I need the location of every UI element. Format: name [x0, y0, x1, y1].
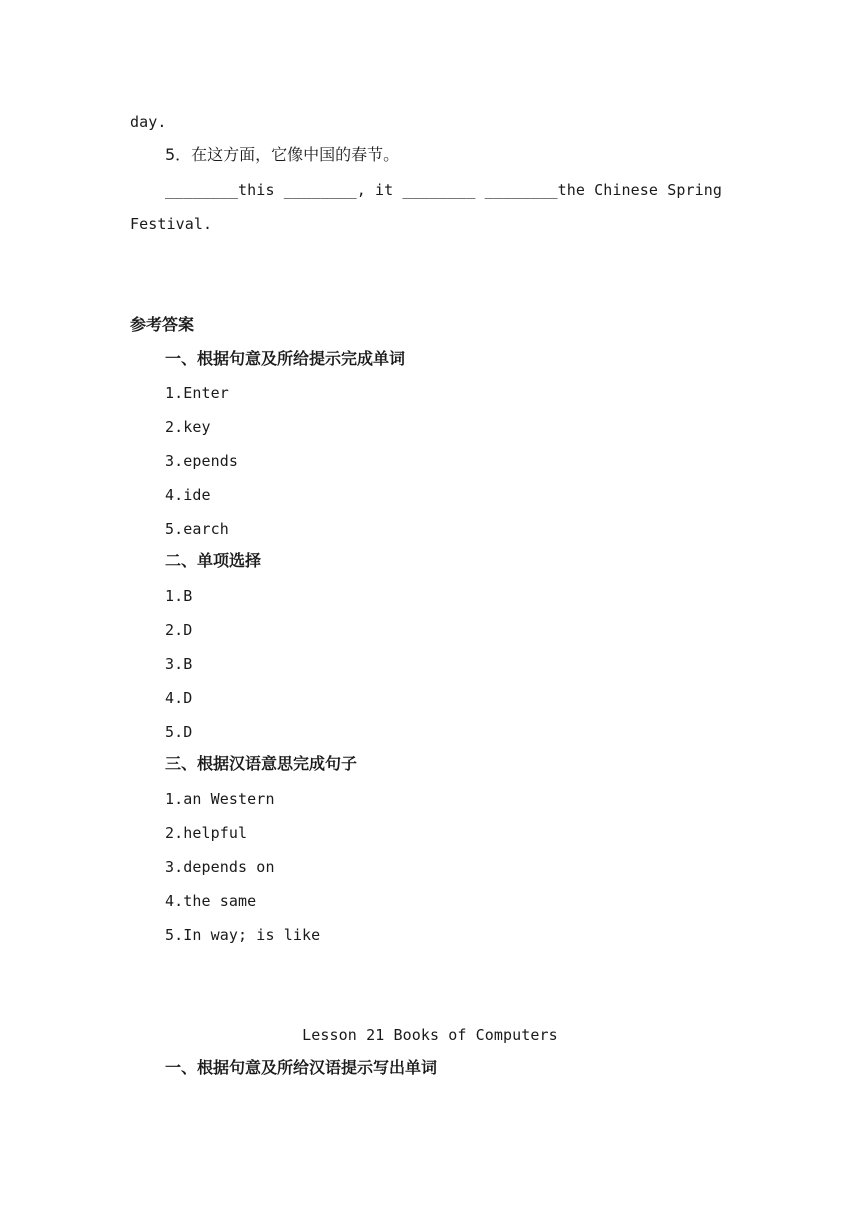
continuation-text: day.	[130, 113, 167, 131]
answer-item: 2.key	[165, 418, 211, 436]
section-3-title: 三、根据汉语意思完成句子	[165, 754, 358, 773]
answer-item: 2.D	[165, 621, 193, 639]
section-2-title: 二、单项选择	[165, 551, 262, 570]
lesson-title: Lesson 21 Books of Computers	[302, 1026, 558, 1044]
answer-item: 4.ide	[165, 486, 211, 504]
answer-item: 1.an Western	[165, 790, 275, 808]
answer-item: 1.B	[165, 587, 193, 605]
answer-item: 3.depends on	[165, 858, 275, 876]
answer-item: 2.helpful	[165, 824, 248, 842]
answers-heading: 参考答案	[130, 315, 195, 334]
answer-item: 5.D	[165, 723, 193, 741]
question-5-blank-line-continued: Festival.	[130, 215, 213, 233]
lesson-section-1-title: 一、根据句意及所给汉语提示写出单词	[165, 1058, 438, 1077]
answer-item: 5.earch	[165, 520, 229, 538]
answer-item: 4.the same	[165, 892, 257, 910]
question-5-prompt: 5．在这方面，它像中国的春节。	[165, 145, 400, 164]
answer-item: 1.Enter	[165, 384, 229, 402]
answer-item: 3.B	[165, 655, 193, 673]
answer-item: 3.epends	[165, 452, 239, 470]
answer-item: 4.D	[165, 689, 193, 707]
question-5-blank-line: ________this ________, it ________ ________the Chinese Spring	[165, 181, 722, 199]
section-1-title: 一、根据句意及所给提示完成单词	[165, 349, 406, 368]
answer-item: 5.In way; is like	[165, 926, 321, 944]
